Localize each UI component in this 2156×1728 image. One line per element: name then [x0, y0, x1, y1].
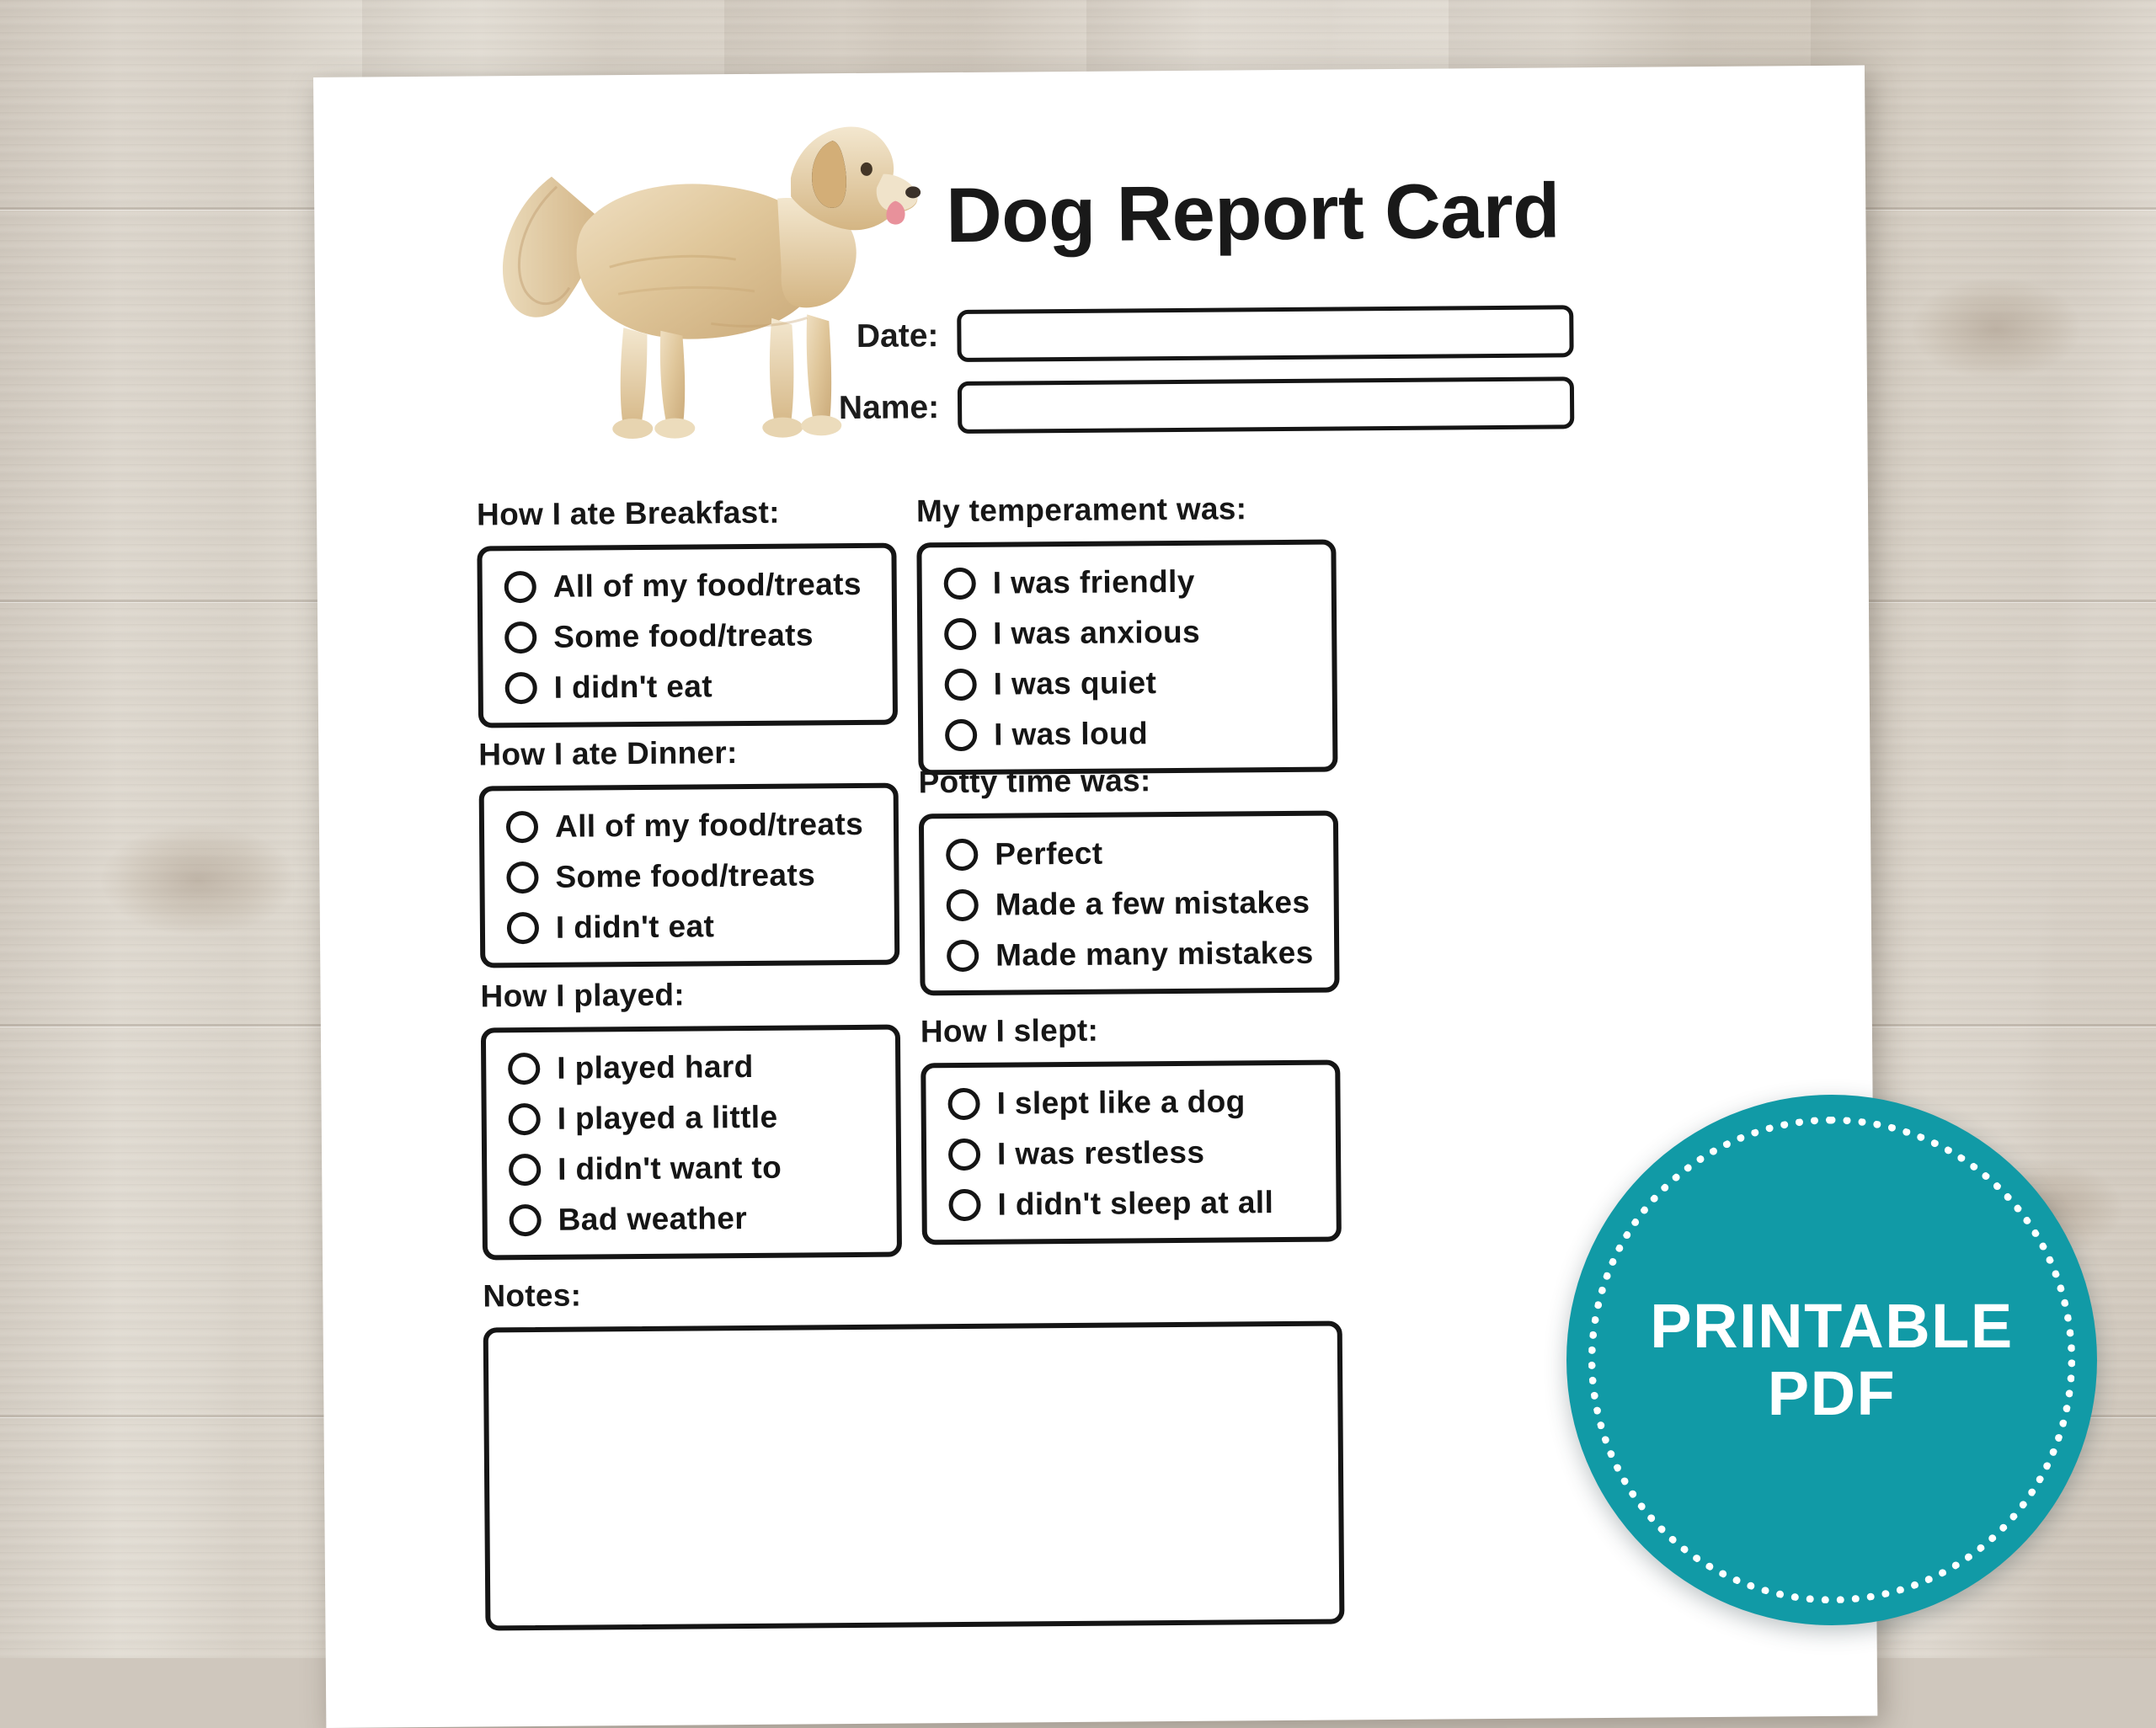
option-label: I was friendly [992, 563, 1195, 600]
radio-button-icon[interactable] [510, 1204, 542, 1236]
radio-button-icon[interactable] [504, 571, 536, 603]
section-title-slept: How I slept: [920, 1012, 1099, 1049]
option-row[interactable] [946, 835, 1311, 872]
option-label: I was anxious [993, 614, 1201, 651]
wood-knot [1912, 278, 2080, 379]
option-label: I slept like a dog [996, 1084, 1246, 1121]
options-played [481, 1025, 902, 1261]
radio-button-icon[interactable] [945, 669, 977, 701]
option-row[interactable] [508, 1048, 873, 1086]
page-title: Dog Report Card [945, 168, 1561, 259]
radio-button-icon[interactable] [504, 621, 536, 653]
date-field-row [820, 305, 1573, 363]
option-label: I played a little [557, 1099, 778, 1136]
date-input[interactable] [957, 305, 1573, 362]
options-potty [919, 810, 1340, 995]
option-label: Some food/treats [553, 617, 814, 654]
badge-line-1: PRINTABLE [1650, 1291, 2014, 1362]
date-label: Date: [856, 317, 939, 355]
option-row[interactable] [948, 1134, 1314, 1172]
option-row[interactable] [947, 936, 1312, 973]
option-label: Made many mistakes [995, 935, 1314, 973]
radio-button-icon[interactable] [946, 839, 978, 871]
radio-button-icon[interactable] [944, 618, 976, 650]
option-row[interactable] [947, 885, 1312, 923]
option-row[interactable] [944, 614, 1310, 652]
radio-button-icon[interactable] [509, 1154, 541, 1186]
option-row[interactable] [945, 664, 1310, 702]
name-input[interactable] [958, 376, 1574, 434]
name-label: Name: [838, 389, 940, 427]
option-label: I didn't eat [553, 669, 713, 705]
option-row[interactable] [948, 1185, 1314, 1223]
option-row[interactable] [944, 563, 1310, 601]
option-row[interactable] [506, 857, 872, 895]
section-temperament [916, 490, 1340, 775]
option-label: Perfect [995, 835, 1103, 872]
option-row[interactable] [947, 1084, 1313, 1122]
section-breakfast [477, 494, 899, 728]
radio-button-icon[interactable] [947, 940, 979, 972]
option-label: I was loud [993, 716, 1149, 752]
radio-button-icon[interactable] [505, 672, 537, 704]
radio-button-icon[interactable] [506, 811, 538, 843]
section-title-notes: Notes: [483, 1277, 582, 1314]
options-breakfast [477, 543, 898, 728]
printable-pdf-badge [1566, 1095, 2097, 1625]
option-label: I didn't eat [555, 909, 715, 945]
option-label: All of my food/treats [552, 566, 862, 604]
options-slept [921, 1059, 1342, 1245]
radio-button-icon[interactable] [947, 1088, 979, 1120]
options-temperament [916, 539, 1337, 775]
section-title-temperament: My temperament was: [915, 491, 1247, 529]
notes-textarea[interactable] [483, 1320, 1345, 1630]
radio-button-icon[interactable] [948, 1139, 980, 1171]
option-label: I was restless [996, 1134, 1205, 1171]
option-row[interactable] [510, 1200, 875, 1238]
option-row[interactable] [505, 668, 871, 706]
radio-button-icon[interactable] [948, 1189, 980, 1221]
radio-button-icon[interactable] [947, 889, 979, 921]
option-row[interactable] [507, 908, 873, 946]
option-row[interactable] [504, 617, 870, 655]
option-label: Made a few mistakes [995, 884, 1310, 922]
badge-line-2: PDF [1767, 1358, 1897, 1428]
radio-button-icon[interactable] [944, 568, 976, 600]
section-title-played: How I played: [480, 977, 686, 1014]
wood-knot [101, 825, 295, 935]
option-label: All of my food/treats [554, 806, 864, 844]
option-label: Bad weather [558, 1200, 748, 1237]
option-row[interactable] [945, 715, 1310, 753]
radio-button-icon[interactable] [945, 719, 977, 751]
option-label: I didn't sleep at all [997, 1185, 1274, 1222]
section-played [480, 976, 904, 1261]
section-title-potty: Potty time was: [918, 763, 1151, 800]
option-row[interactable] [506, 807, 872, 845]
section-notes [483, 1272, 1344, 1630]
option-row[interactable] [509, 1099, 874, 1137]
option-label: I played hard [557, 1048, 754, 1085]
option-row[interactable] [504, 567, 870, 605]
option-label: I was quiet [993, 665, 1157, 701]
radio-button-icon[interactable] [506, 861, 538, 893]
section-title-breakfast: How I ate Breakfast: [476, 494, 780, 532]
name-field-row [821, 376, 1574, 435]
option-label: Some food/treats [555, 857, 816, 894]
options-dinner [479, 783, 900, 968]
radio-button-icon[interactable] [509, 1103, 541, 1135]
section-dinner [478, 734, 901, 968]
option-label: I didn't want to [558, 1149, 782, 1187]
badge-text [1566, 1095, 2097, 1625]
option-row[interactable] [509, 1149, 874, 1187]
radio-button-icon[interactable] [507, 912, 539, 944]
section-potty [918, 761, 1341, 995]
section-title-dinner: How I ate Dinner: [478, 735, 738, 772]
radio-button-icon[interactable] [508, 1053, 540, 1085]
section-slept [921, 1011, 1343, 1245]
